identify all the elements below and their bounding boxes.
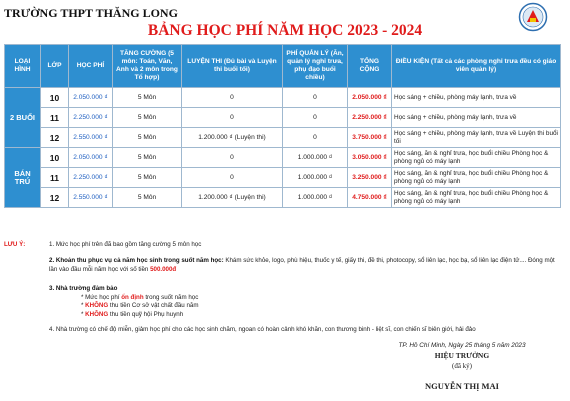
luyen-thi-cell: 0: [182, 148, 283, 168]
note-2: [49, 257, 559, 274]
header-lop: LỚP: [41, 45, 69, 88]
header-tang-cuong: TĂNG CƯỜNG (5 môn: Toán, Văn, Anh và 2 môn trong Tổ hợp): [113, 45, 182, 88]
luyen-thi-cell: 0: [182, 88, 283, 108]
fee-cell: 2.250.000 ₫: [69, 108, 113, 128]
grade-cell: 11: [41, 108, 69, 128]
quan-ly-cell: 0: [283, 128, 348, 148]
condition-cell: Học sáng + chiều, phòng máy lạnh, trưa về: [392, 108, 561, 128]
page-title: BẢNG HỌC PHÍ NĂM HỌC 2023 - 2024: [147, 22, 423, 39]
tang-cuong-cell: 5 Môn: [113, 188, 182, 208]
note-3-title: 3. Nhà trường đảm bảo: [49, 285, 118, 292]
tang-cuong-cell: 5 Môn: [113, 88, 182, 108]
grade-cell: 12: [41, 188, 69, 208]
table-header-row: [5, 45, 561, 88]
quan-ly-cell: 0: [283, 108, 348, 128]
tang-cuong-cell: 5 Môn: [113, 148, 182, 168]
grade-cell: 11: [41, 168, 69, 188]
table-row: [5, 148, 561, 168]
fee-cell: 2.250.000 ₫: [69, 168, 113, 188]
header-dieu-kien: ĐIỀU KIỆN (Tất cả các phòng nghỉ trưa đều có giáo viên quản lý): [392, 45, 561, 88]
note-3: [49, 285, 199, 319]
fee-cell: 2.550.000 ₫: [69, 128, 113, 148]
quan-ly-cell: 1.000.000 ₫: [283, 168, 348, 188]
total-cell: 2.050.000 ₫: [348, 88, 392, 108]
fee-cell: 2.050.000 ₫: [69, 88, 113, 108]
note-3-item-text: *: [81, 310, 86, 318]
header-loai-hinh: LOẠI HÌNH: [5, 45, 41, 88]
total-cell: 3.250.000 ₫: [348, 168, 392, 188]
note-3-item: [49, 294, 199, 303]
signature-block: [382, 341, 542, 391]
note-2-title: 2. Khoản thu phục vụ cả năm học sinh trong suốt năm học:: [49, 257, 224, 264]
luyen-thi-cell: 0: [182, 168, 283, 188]
note-3-item-text: thu tiền Cơ sở vật chất đầu năm: [108, 302, 199, 310]
total-cell: 3.750.000 ₫: [348, 128, 392, 148]
note-4: 4. Nhà trường có chế độ miễn, giảm học phí cho các học sinh chăm, ngoan có hoàn cảnh khó khăn, con thương binh - liệt sĩ, con chiến sĩ biên giới, hải đảo: [49, 326, 476, 333]
grade-cell: 10: [41, 88, 69, 108]
fee-cell: 2.050.000 ₫: [69, 148, 113, 168]
header-hoc-phi: HỌC PHÍ: [69, 45, 113, 88]
condition-cell: Học sáng + chiều, phòng máy lạnh, trưa về Luyện thi buổi tối: [392, 128, 561, 148]
condition-cell: Học sáng, ăn & nghỉ trưa, học buổi chiều Phòng học & phòng ngủ có máy lạnh: [392, 168, 561, 188]
tuition-table: [4, 44, 561, 208]
condition-cell: Học sáng + chiều, phòng máy lạnh, trưa về: [392, 88, 561, 108]
table-row: [5, 88, 561, 108]
luyen-thi-cell: 1.200.000 ₫ (Luyện thi): [182, 128, 283, 148]
note-2-amount: 500.000đ: [150, 265, 177, 273]
table-row: [5, 128, 561, 148]
total-cell: 4.750.000 ₫: [348, 188, 392, 208]
group-label-ban-tru: BÁN TRÚ: [5, 148, 41, 208]
header-luyen-thi: LUYỆN THI (Đủ bài và Luyện thi buổi tối): [182, 45, 283, 88]
note-3-item: [49, 311, 199, 320]
notes-label: LƯU Ý:: [4, 241, 26, 248]
header-phi-quan-ly: PHÍ QUẢN LÝ (Ăn, quản lý nghỉ trưa, phụ đạo buổi chiều): [283, 45, 348, 88]
quan-ly-cell: 1.000.000 ₫: [283, 188, 348, 208]
note-3-item-text: * Mức học phí: [81, 293, 122, 301]
tang-cuong-cell: 5 Môn: [113, 108, 182, 128]
table-row: [5, 168, 561, 188]
tang-cuong-cell: 5 Môn: [113, 128, 182, 148]
tang-cuong-cell: 5 Môn: [113, 168, 182, 188]
signer-name: NGUYỄN THỊ MAI: [425, 381, 499, 391]
grade-cell: 10: [41, 148, 69, 168]
school-name: TRƯỜNG THPT THĂNG LONG: [4, 6, 178, 20]
condition-cell: Học sáng, ăn & nghỉ trưa, học buổi chiều Phòng học & phòng ngủ có máy lạnh: [392, 148, 561, 168]
quan-ly-cell: 1.000.000 ₫: [283, 148, 348, 168]
place-date: TP. Hồ Chí Minh, Ngày 25 tháng 5 năm 2023: [398, 342, 526, 349]
grade-cell: 12: [41, 128, 69, 148]
school-logo-icon: [518, 2, 548, 32]
note-3-item-text: *: [81, 302, 86, 310]
note-3-highlight: KHÔNG: [85, 310, 109, 318]
note-3-item: [49, 302, 199, 311]
fee-cell: 2.550.000 ₫: [69, 188, 113, 208]
luyen-thi-cell: 0: [182, 108, 283, 128]
signed-note: (đã ký): [451, 362, 473, 370]
signer-role: HIỆU TRƯỞNG: [434, 351, 490, 360]
note-3-item-text: trong suốt năm học: [143, 293, 199, 301]
table-row: [5, 188, 561, 208]
quan-ly-cell: 0: [283, 88, 348, 108]
total-cell: 3.050.000 ₫: [348, 148, 392, 168]
group-label-2-buoi: 2 BUỔI: [5, 88, 41, 148]
note-3-highlight: KHÔNG: [85, 302, 109, 310]
note-1: 1. Mức học phí trên đã bao gồm tăng cường 5 môn học: [49, 241, 202, 248]
note-3-item-text: thu tiền quỹ hội Phụ huynh: [108, 310, 184, 318]
luyen-thi-cell: 1.200.000 ₫ (Luyện thi): [182, 188, 283, 208]
total-cell: 2.250.000 ₫: [348, 108, 392, 128]
table-row: [5, 108, 561, 128]
note-3-highlight: ổn định: [121, 293, 144, 301]
condition-cell: Học sáng, ăn & nghỉ trưa, học buổi chiều Phòng học & phòng ngủ có máy lạnh: [392, 188, 561, 208]
note-2-text: Khám sức khỏe, logo, phù hiệu, thuốc y tế, giấy thi, đề thi, photocopy, sổ liên lạc, học bạ, sổ liên lạc điện tử.... Đóng một lần vào đầu mỗi năm học với số tiền: [49, 257, 555, 273]
header-tong-cong: TỔNG CỘNG: [348, 45, 392, 88]
